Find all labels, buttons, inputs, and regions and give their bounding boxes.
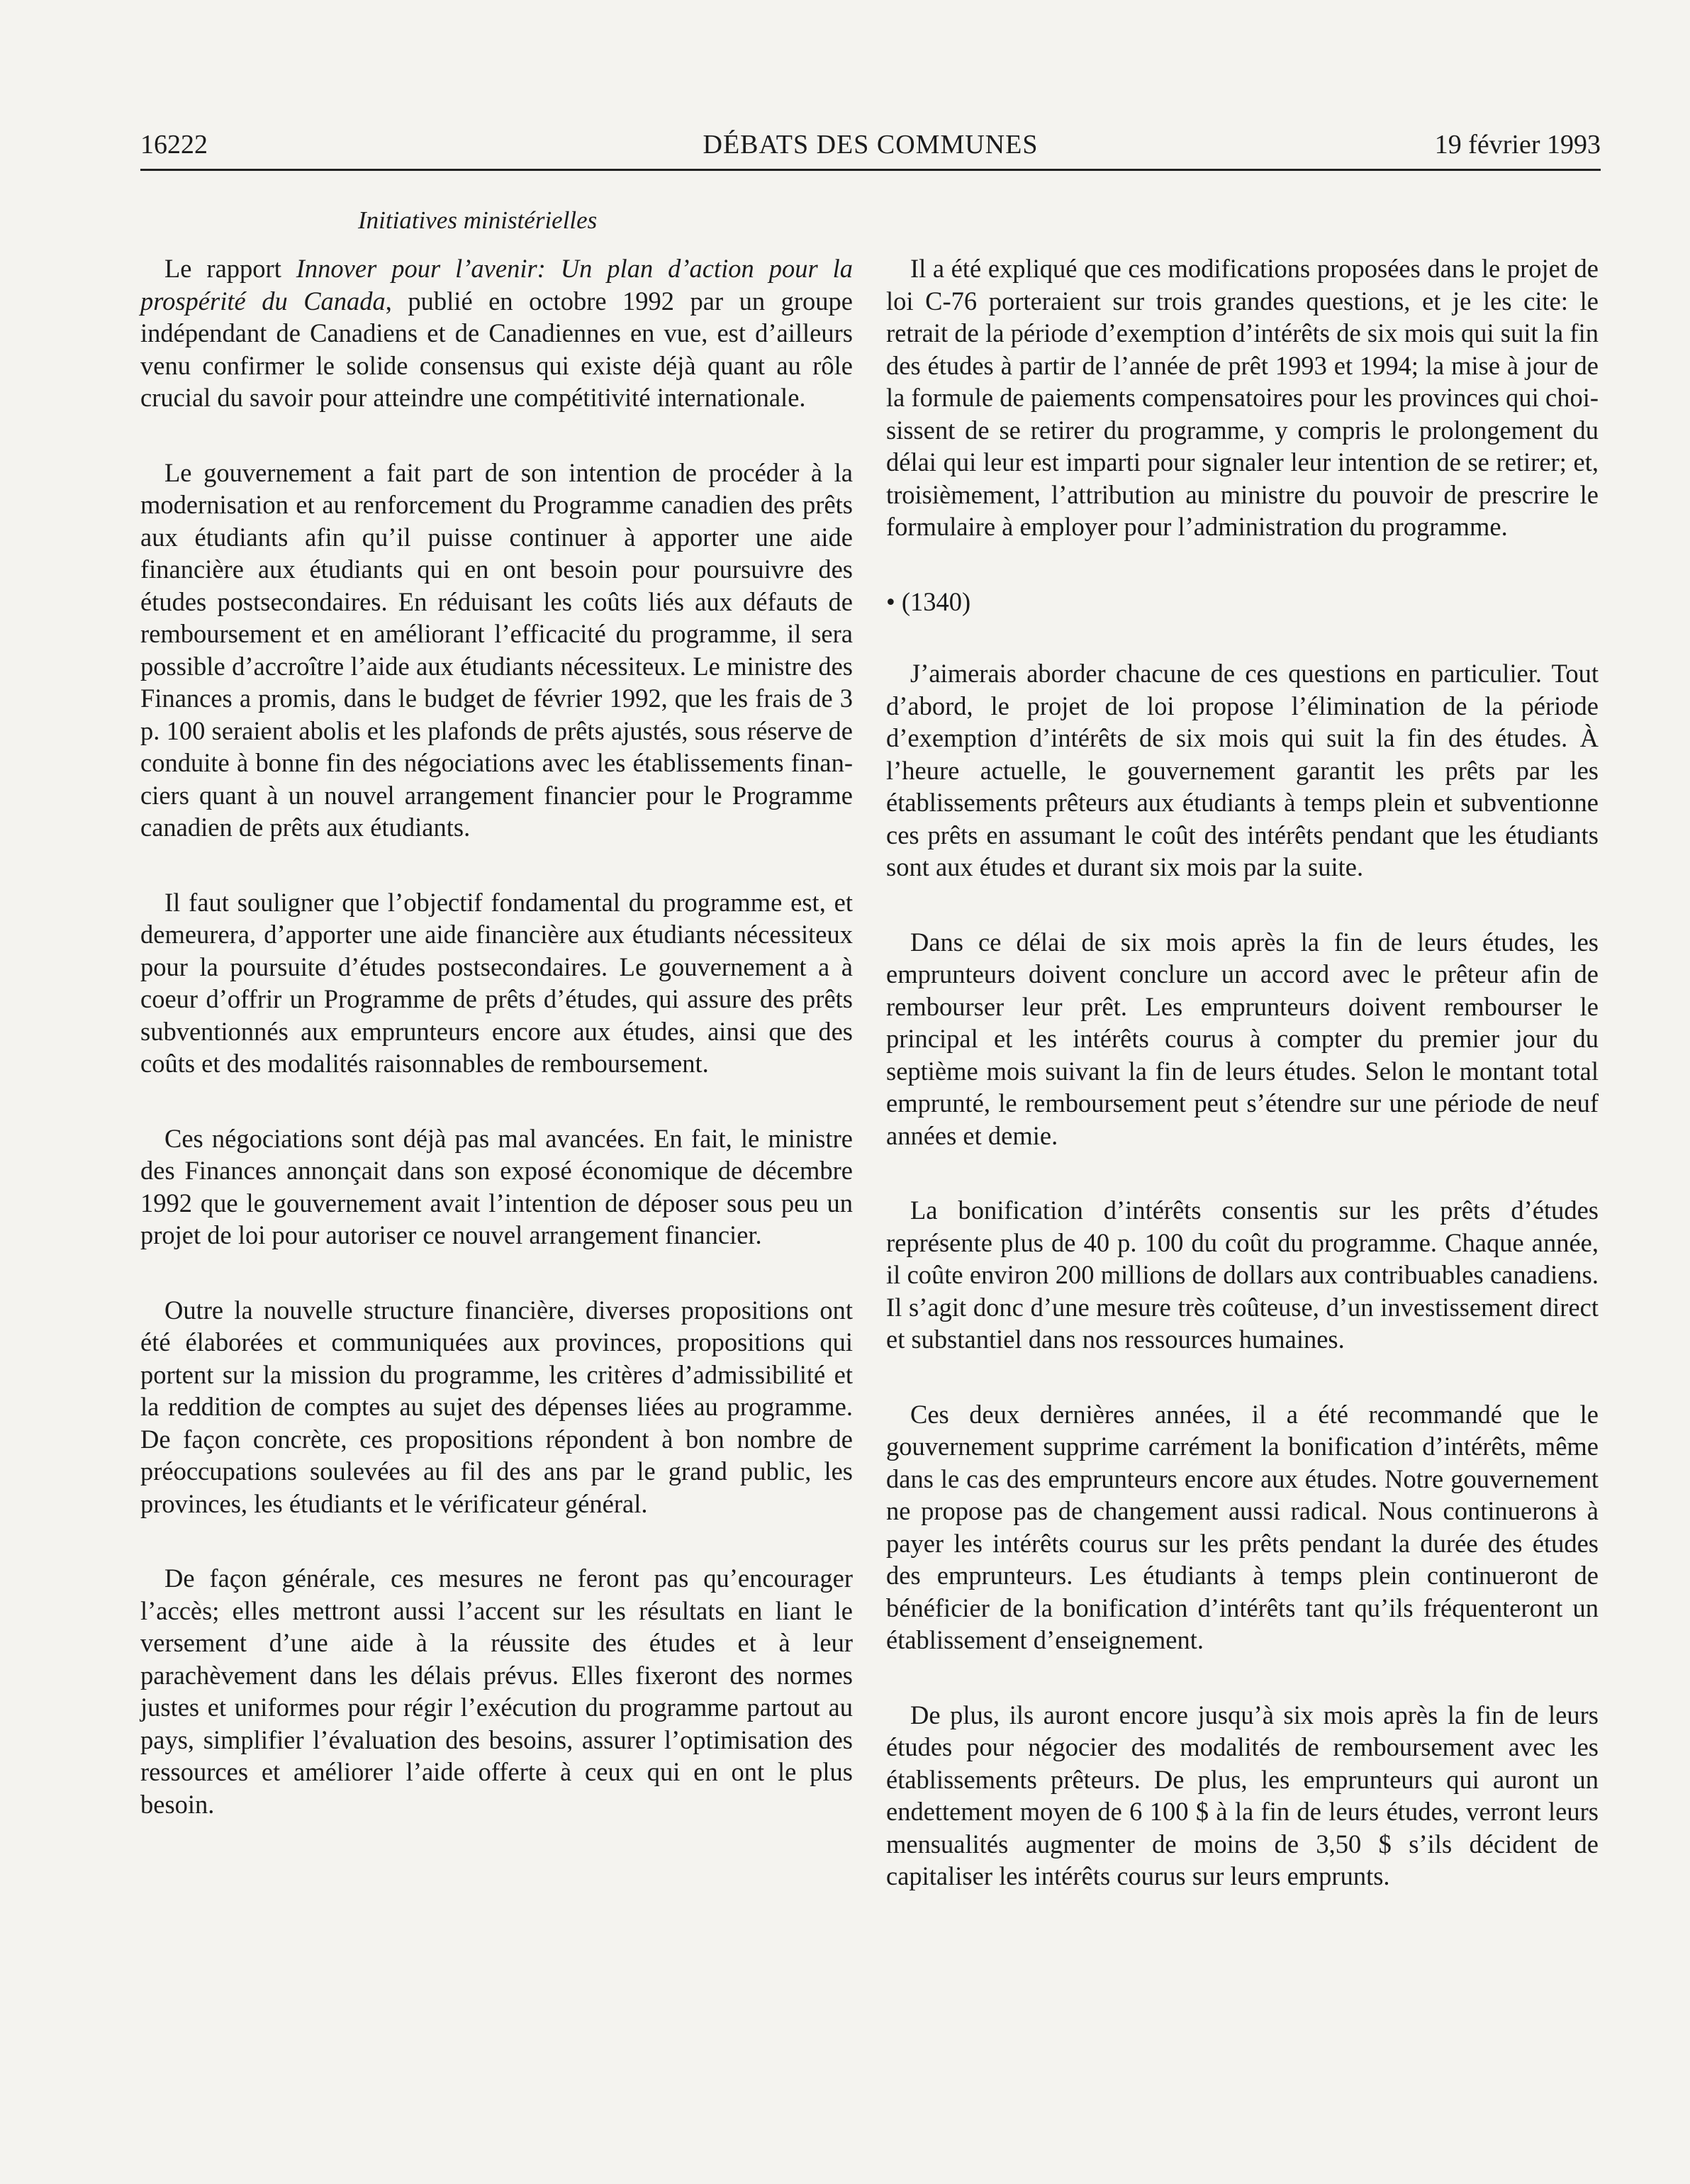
section-title: Initiatives ministérielles — [358, 206, 598, 234]
paragraph: Il faut souligner que l’objectif fondamental du programme est, et demeurera, d’apporter une aide financière aux étudiants nécessiteux pour la poursuite d’études postsecondaires. Le gouvernement a à coeur d’offrir un Programme de prêts d’études, qui assure des prêts subventionnés aux emprunteurs encore aux études, ainsi que des coûts et des modalités raisonnables de remboursement. — [140, 887, 853, 1078]
paragraph: Outre la nouvelle structure financière, diverses propositions ont été élaborées et communiquées aux provinces, propositions qui portent sur la mission du programme, les critères d’admissibilité et la reddition de comptes au sujet des dépenses liées au programme. De façon concrète, ces propositions répondent à bon nombre de préoccupations soulevées au fil des ans par le grand public, les provinces, les étudiants et le vérificateur général. — [140, 1295, 853, 1518]
paragraph-text: Le rapport — [164, 254, 296, 283]
paragraph: De plus, ils auront encore jusqu’à six mois après la fin de leurs études pour négocier des modalités de remboursement avec les établissements prêteurs. De plus, les emprunteurs qui auront un endettement moyen de 6 100 $ à la fin de leurs études, verront leurs mensualités augmenter de moins de 3,50 $ s’ils décident de capitaliser les intérêts courus sur leurs emprunts. — [886, 1700, 1599, 1890]
running-header — [140, 125, 1601, 165]
publication-title: DÉBATS DES COMMUNES — [703, 130, 1039, 160]
paragraph: De façon générale, ces mesures ne feront pas qu’encourager l’accès; elles mettront aussi l’accent sur les résultats en liant le versement d’une aide à la réussite des études et à leur parachèvement dans les délais prévus. Elles fixeront des normes justes et uniformes pour régir l’exécution du programme partout au pays, simplifier l’évaluation des besoins, assurer l’optimisation des ressources et améliorer l’aide offerte à ceux qui en ont le plus besoin. — [140, 1564, 853, 1819]
left-column — [140, 252, 853, 1863]
header-rule — [140, 169, 1601, 171]
report-title: Innover pour l’avenir: Un plan d’action pour la prospérité du Canada — [140, 254, 853, 316]
right-column — [886, 252, 1599, 1935]
paragraph: Le gouvernement a fait part de son intention de procéder à la modernisation et au renforcement du Programme canadien des prêts aux étudiants afin qu’il puisse continuer à apporter une aide financière aux étudiants qui en ont besoin pour poursuivre des études postsecondaires. En réduisant les coûts liés aux défauts de remboursement et en améliorant l’efficacité du programme, il sera possible d’accroître l’aide aux étudiants nécessiteux. Le ministre des Finances a promis, dans le budget de février 1992, que les frais de 3 p. 100 seraient abolis et les plafonds de prêts ajustés, sous réserve de conduite à bonne fin des négociations avec les établissements financiers quant à un nouvel arrangement financier pour le Programme canadien de prêts aux étudiants. — [140, 457, 853, 842]
page-number: 16222 — [140, 130, 208, 160]
paragraph: Ces négociations sont déjà pas mal avancées. En fait, le ministre des Finances annonçait dans son exposé économique de décembre 1992 que le gouvernement avait l’intention de déposer sous peu un projet de loi pour autoriser ce nouvel arrangement financier. — [140, 1123, 853, 1249]
sitting-date: 19 février 1993 — [1434, 130, 1601, 160]
paragraph: J’aimerais aborder chacune de ces questions en particulier. Tout d’abord, le projet de loi propose l’élimination de la période d’exemption d’intérêts de six mois qui suit la fin des études. À l’heure actuelle, le gouvernement garantit les prêts par les établissements prêteurs aux étudiants à temps plein et subventionne ces prêts en assumant le coût des intérêts pendant que les étudiants sont aux études et durant six mois par la suite. — [886, 659, 1599, 881]
paragraph: La bonification d’intérêts consentis sur les prêts d’études représente plus de 40 p. 100 du coût du programme. Chaque année, il coûte environ 200 millions de dollars aux contribuables canadiens. Il s’agit donc d’une mesure très coûteuse, d’un investissement direct et substantiel dans nos ressources humaines. — [886, 1196, 1599, 1354]
paragraph-text: , publié en octobre 1992 par un groupe indépendant de Canadiens et de Canadiennes en vue, est d’ailleurs venu confirmer le solide consensus qui existe déjà quant au rôle crucial du savoir pour atteindre une compétitivité internationale. — [140, 286, 853, 412]
paragraph: Dans ce délai de six mois après la fin de leurs études, les emprunteurs doivent conclure un accord avec le prêteur afin de rembourser leur prêt. Les emprunteurs doivent rembourser le principal et les intérêts courus à compter du premier jour du septième mois suivant la fin de leurs études. Selon le montant total emprunté, le remboursement peut s’étendre sur une période de neuf années et demie. — [886, 927, 1599, 1150]
paragraph: Ces deux dernières années, il a été recommandé que le gouvernement supprime carrément la bonification d’intérêts, même dans le cas des emprunteurs encore aux études. Notre gouvernement ne propose pas de changement aussi radical. Nous continuerons à payer les intérêts courus sur les prêts pendant la durée des études des emprunteurs. Les étudiants à temps plein continueront de bénéficier de la bonification d’intérêts tant qu’ils fréquenteront un établissement d’enseignement. — [886, 1399, 1599, 1654]
paragraph — [140, 252, 853, 414]
paragraph: Il a été expliqué que ces modifications proposées dans le projet de loi C-76 porteraient sur trois grandes questions, et je les cite: le retrait de la période d’exemption d’intérêts de six mois qui suit la fin des études à partir de l’année de prêt 1993 et 1994; la mise à jour de la formule de paiements compensatoires pour les provinces qui choisissent de se retirer du programme, y compris le prolongement du délai qui leur est imparti pour signaler leur intention de se retirer; et, troisièmement, l’attribution au ministre du pouvoir de prescrire le formulaire à employer pour l’administration du programme. — [886, 254, 1599, 541]
time-marker: • (1340) — [886, 586, 971, 616]
